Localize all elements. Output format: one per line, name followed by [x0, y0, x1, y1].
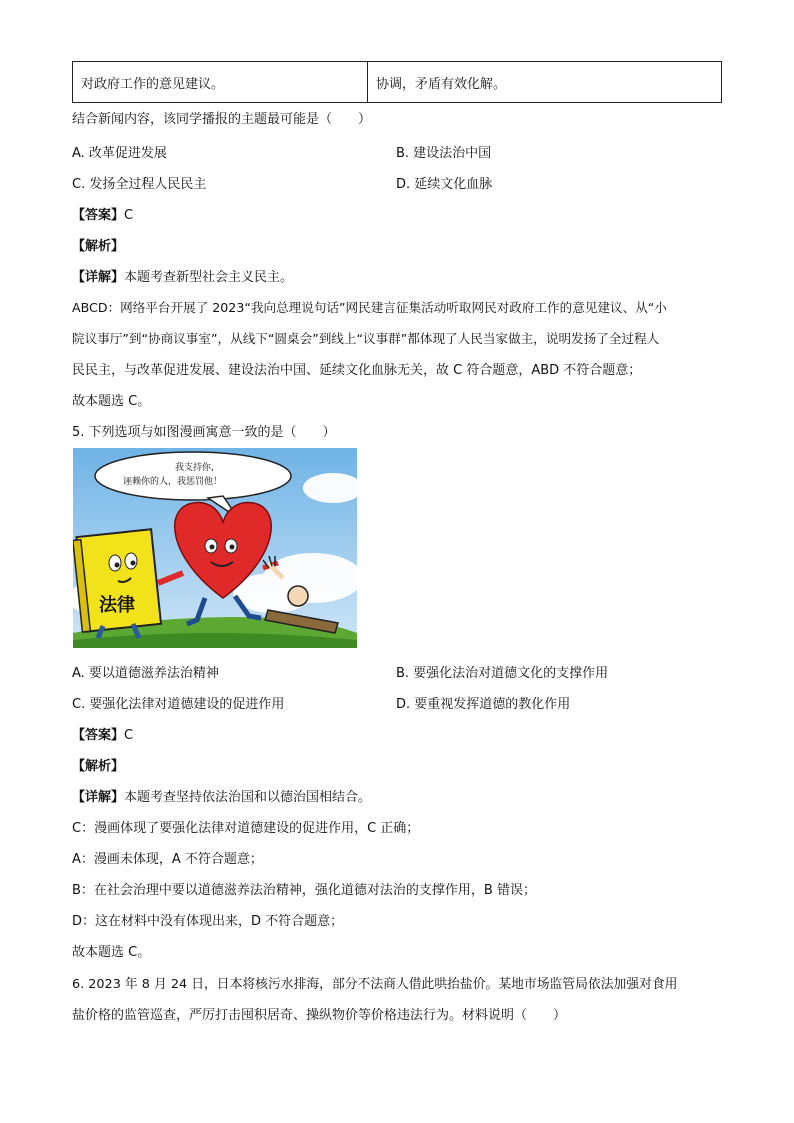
q6-stem-line-2: 盐价格的监管巡查，严厉打击囤积居奇、操纵物价等价格违法行为。材料说明（ ） — [72, 1008, 567, 1023]
answer-value: C — [124, 208, 134, 223]
q4-option-c: C. 发扬全过程人民民主 — [72, 177, 207, 192]
q5-answer — [72, 724, 133, 743]
q5-explain-b: B：在社会治理中要以道德滋养法治精神，强化道德对法治的支撑作用，B 错误； — [72, 883, 536, 898]
q5-explain-a: A：漫画未体现，A 不符合题意； — [72, 852, 263, 867]
q5-option-c: C. 要强化法律对道德建设的促进作用 — [72, 697, 285, 712]
detail-tag: 【详解】 — [72, 270, 125, 285]
q4-conclusion: 故本题选 C。 — [72, 394, 151, 409]
table-cell-right: 协调，矛盾有效化解。 — [368, 62, 722, 103]
q4-option-d: D. 延续文化血脉 — [396, 177, 493, 192]
q4-explain-line-2: 院议事厅”到“协商议事室”，从线下“圆桌会”到线上“议事群”都体现了人民当家做主，说明发扬了全过程人 — [72, 331, 660, 346]
cartoon-image — [73, 448, 357, 648]
table-cell-left: 对政府工作的意见建议。 — [73, 62, 368, 103]
q5-explain-d: D：这在材料中没有体现出来，D 不符合题意； — [72, 914, 344, 929]
q5-analysis-tag: 【解析】 — [72, 759, 125, 774]
q5-stem: 5. 下列选项与如图漫画寓意一致的是（ ） — [72, 425, 336, 440]
q5-explain-c: C：漫画体现了要强化法律对道德建设的促进作用，C 正确； — [72, 821, 420, 836]
q5-detail — [72, 786, 371, 805]
speech-line-1: 我支持你, — [175, 463, 214, 473]
answer-tag: 【答案】 — [72, 728, 125, 743]
detail-text: 本题考查坚持依法治国和以德治国相结合。 — [124, 790, 372, 805]
q4-answer — [72, 204, 133, 223]
q4-option-b: B. 建设法治中国 — [396, 146, 492, 161]
q5-option-a: A. 要以道德滋养法治精神 — [72, 666, 219, 681]
answer-value: C — [124, 728, 134, 743]
material-table — [72, 61, 722, 103]
answer-tag: 【答案】 — [72, 208, 125, 223]
q5-conclusion: 故本题选 C。 — [72, 945, 151, 960]
law-book-character — [73, 529, 161, 638]
detail-text: 本题考查新型社会主义民主。 — [124, 270, 294, 285]
q4-option-a: A. 改革促进发展 — [72, 146, 167, 161]
q4-explain-line-1: ABCD：网络平台开展了 2023“我向总理说句话”网民建言征集活动听取网民对政府工作的意见建议、从“小 — [72, 300, 667, 315]
q6-stem-line-1: 6. 2023 年 8 月 24 日，日本将核污水排海，部分不法商人借此哄抬盐价。某地市场监管局依法加强对食用 — [72, 977, 678, 992]
speech-line-2: 诬赖你的人，我惩罚他！ — [123, 477, 223, 487]
book-label: 法律 — [99, 595, 135, 616]
q4-stem: 结合新闻内容，该同学播报的主题最可能是（ ） — [72, 112, 372, 127]
detail-tag: 【详解】 — [72, 790, 125, 805]
q5-option-d: D. 要重视发挥道德的教化作用 — [396, 697, 571, 712]
q4-analysis-tag: 【解析】 — [72, 239, 125, 254]
q5-option-b: B. 要强化法治对道德文化的支撑作用 — [396, 666, 609, 681]
q4-explain-line-3: 民民主，与改革促进发展、建设法治中国、延续文化血脉无关，故 C 符合题意，ABD 不符合题意； — [72, 363, 642, 378]
q4-detail — [72, 266, 293, 285]
